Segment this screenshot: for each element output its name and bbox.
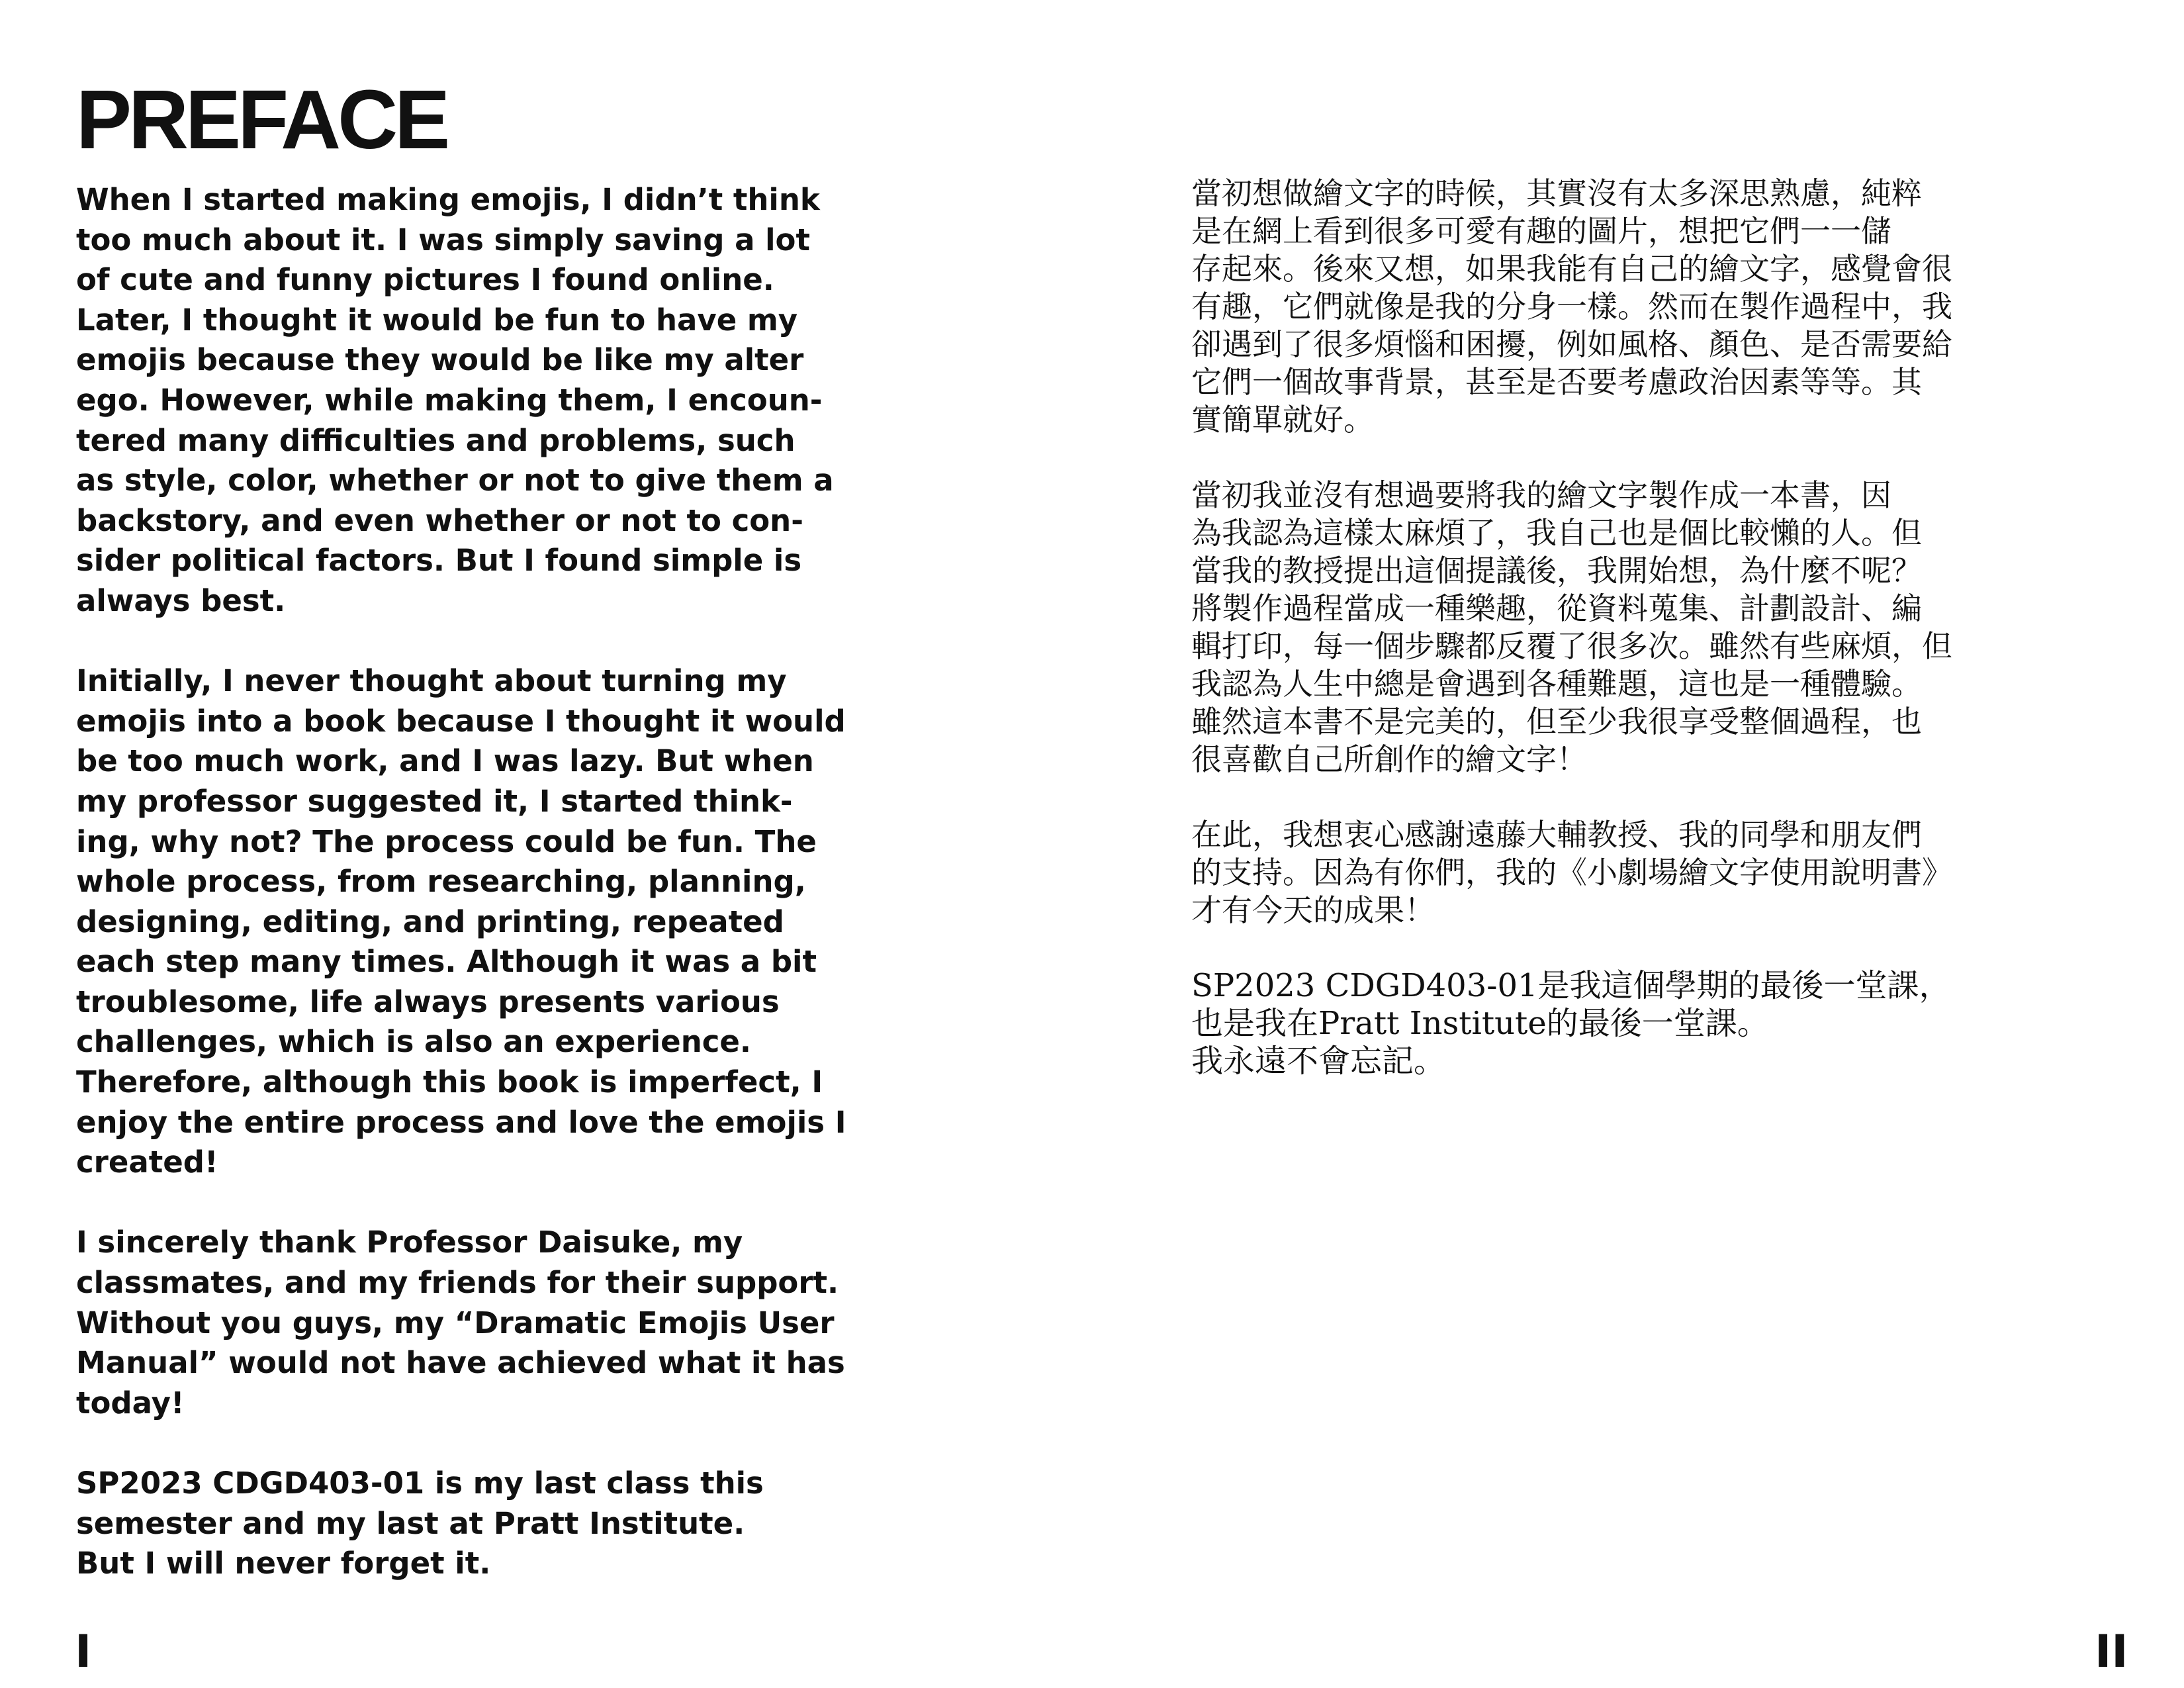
text-line: Without you guys, my “Dramatic Emojis User — [76, 1305, 835, 1340]
text-line: 將製作過程當成一種樂趣，從資料蒐集、計劃設計、編 — [1191, 590, 1922, 626]
text-line: But I will never forget it. — [76, 1546, 491, 1581]
text-line: 存起來。後來又想，如果我能有自己的繪文字，感覺會很 — [1191, 251, 1952, 287]
chinese-text — [1191, 175, 1985, 1118]
text-line: 實簡單就好。 — [1191, 402, 1374, 438]
text-line: ego. However, while making them, I encoun- — [76, 382, 823, 418]
text-line: 我永遠不會忘記。 — [1191, 1043, 1446, 1080]
text-line: 的支持。因為有你們，我的《小劇場繪文字使用說明書》 — [1191, 855, 1952, 890]
text-line: Therefore, although this book is imperfect, I — [76, 1064, 823, 1100]
text-line: 它們一個故事背景，甚至是否要考慮政治因素等等。其 — [1191, 364, 1922, 400]
text-line: today! — [76, 1385, 185, 1421]
text-line: 當初我並沒有想過要將我的繪文字製作成一本書，因 — [1191, 477, 1891, 513]
text-line: classmates, and my friends for their support. — [76, 1265, 839, 1301]
text-line: designing, editing, and printing, repeated — [76, 904, 784, 939]
text-line: 我認為人生中總是會遇到各種難題，這也是一種體驗。 — [1191, 666, 1922, 702]
text-line: 才有今天的成果！ — [1191, 892, 1435, 928]
english-paragraph-1 — [76, 180, 857, 622]
text-line: semester and my last at Pratt Institute. — [76, 1505, 745, 1541]
text-line: Initially, I never thought about turning my — [76, 663, 787, 699]
text-line: emojis into a book because I thought it would — [76, 703, 846, 739]
english-text — [76, 180, 857, 1624]
text-line: tered many difficulties and problems, such — [76, 422, 796, 458]
chinese-paragraph-4 — [1191, 967, 1985, 1080]
text-line: 輯打印，每一個步驟都反覆了很多次。雖然有些麻煩，但 — [1191, 628, 1952, 664]
text-line: 也是我在Pratt Institute的最後一堂課。 — [1191, 1005, 1769, 1042]
chinese-paragraph-2 — [1191, 477, 1985, 778]
page-title: PREFACE — [76, 73, 447, 166]
text-line: each step many times. Although it was a bit — [76, 944, 817, 980]
text-line: as style, color, whether or not to give them a — [76, 463, 834, 498]
chinese-paragraph-1 — [1191, 175, 1985, 439]
text-line: 當我的教授提出這個提議後，我開始想，為什麼不呢？ — [1191, 553, 1922, 588]
text-line: too much about it. I was simply saving a lot — [76, 222, 810, 258]
english-paragraph-2 — [76, 661, 857, 1183]
text-line: enjoy the entire process and love the emojis I — [76, 1104, 846, 1140]
text-line: sider political factors. But I found simple is — [76, 543, 802, 579]
text-line: troublesome, life always presents various — [76, 984, 780, 1019]
text-line: always best. — [76, 583, 286, 618]
text-line: emojis because they would be like my alter — [76, 342, 804, 378]
text-line: When I started making emojis, I didn’t think — [76, 182, 820, 217]
text-line: my professor suggested it, I started think- — [76, 783, 793, 819]
text-line: of cute and funny pictures I found online. — [76, 262, 774, 298]
english-paragraph-4 — [76, 1464, 857, 1584]
page-number-left: I — [75, 1626, 92, 1678]
text-line: SP2023 CDGD403-01 is my last class this — [76, 1466, 764, 1501]
text-line: 在此，我想衷心感謝遠藤大輔教授、我的同學和朋友們 — [1191, 817, 1922, 853]
english-paragraph-3 — [76, 1223, 857, 1423]
text-line: 是在網上看到很多可愛有趣的圖片，想把它們一一儲 — [1191, 213, 1891, 249]
text-line: Later, I thought it would be fun to have my — [76, 302, 798, 338]
text-line: 當初想做繪文字的時候，其實沒有太多深思熟慮，純粹 — [1191, 175, 1922, 211]
text-line: Manual” would not have achieved what it has — [76, 1345, 845, 1381]
text-line: backstory, and even whether or not to con- — [76, 502, 803, 538]
text-line: be too much work, and I was lazy. But when — [76, 743, 814, 779]
text-line: SP2023 CDGD403-01是我這個學期的最後一堂課， — [1191, 967, 1951, 1004]
text-line: ing, why not? The process could be fun. The — [76, 823, 817, 859]
text-line: 為我認為這樣太麻煩了，我自己也是個比較懶的人。但 — [1191, 515, 1922, 551]
text-line: 有趣，它們就像是我的分身一樣。然而在製作過程中，我 — [1191, 289, 1952, 324]
page-number-right: II — [2095, 1626, 2128, 1678]
text-line: 雖然這本書不是完美的，但至少我很享受整個過程，也 — [1191, 704, 1922, 739]
text-line: created! — [76, 1145, 218, 1180]
text-line: 很喜歡自己所創作的繪文字！ — [1191, 741, 1587, 777]
text-line: 卻遇到了很多煩惱和困擾，例如風格、顏色、是否需要給 — [1191, 326, 1952, 362]
chinese-paragraph-3 — [1191, 816, 1985, 929]
text-line: I sincerely thank Professor Daisuke, my — [76, 1225, 743, 1260]
text-line: challenges, which is also an experience. — [76, 1024, 752, 1060]
text-line: whole process, from researching, planning, — [76, 864, 806, 900]
